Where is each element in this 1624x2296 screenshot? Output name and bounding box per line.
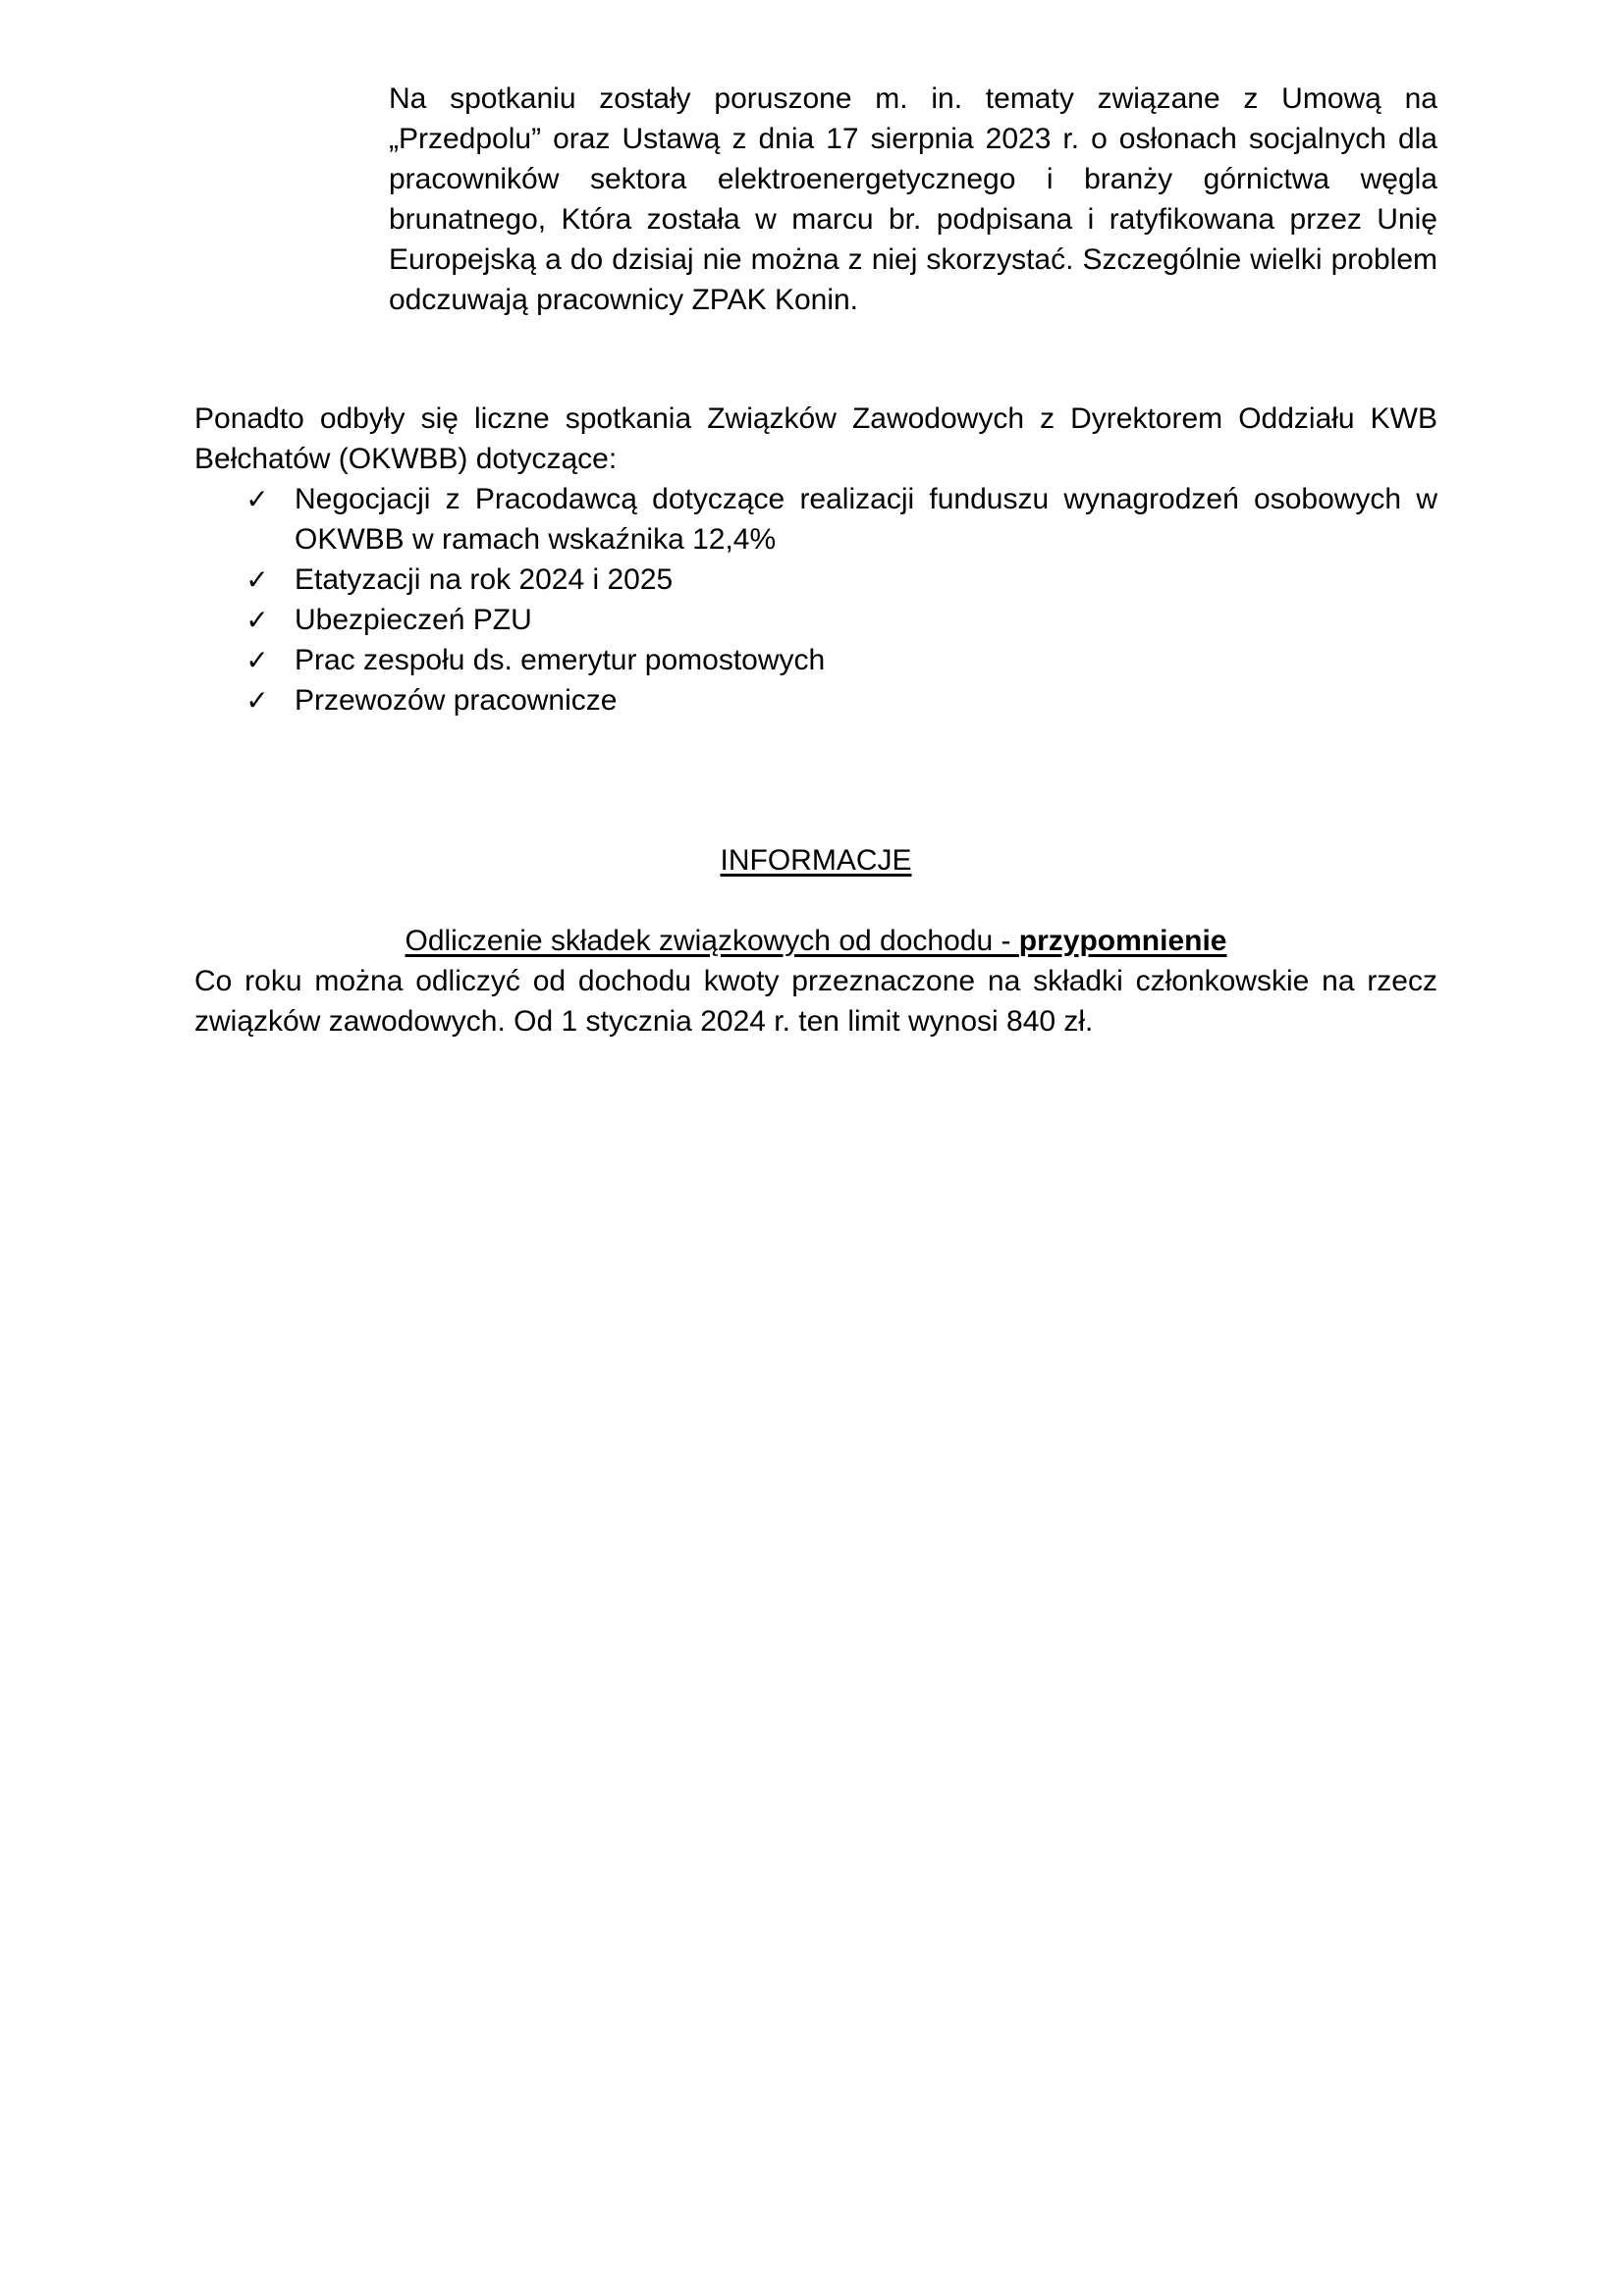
check-mark-icon: ✓ [245, 604, 269, 636]
checklist-item [194, 640, 1437, 680]
deduction-title-text [405, 925, 1226, 957]
topics-checklist [194, 479, 1437, 721]
checklist-item-label: Przewozów pracownicze [295, 684, 618, 717]
meeting-topics-paragraph: Na spotkaniu zostały poruszone m. in. tematy związane z Umową na „Przedpolu” oraz Ustawą z dnia 17 sierpnia 2023 r. o osłonach socjalnych dla pracowników sektora elektroenergetycznego i branży górnictwa węgla brunatnego, Która została w marcu br. podpisana i ratyfikowana przez Unię Europejską a do dzisiaj nie można z niej skorzystać. Szczególnie wielki problem odczuwają pracownicy ZPAK Konin. [389, 82, 1437, 316]
checklist-item [194, 600, 1437, 640]
info-heading [194, 840, 1437, 881]
deduction-title [194, 921, 1437, 961]
info-heading-text: INFORMACJE [720, 844, 912, 877]
check-mark-icon: ✓ [245, 644, 269, 676]
checklist-item-label: Negocjacji z Pracodawcą dotyczące realizacji funduszu wynagrodzeń osobowych w OKWBB w ramach wskaźnika 12,4% [295, 483, 1437, 556]
meetings-intro: Ponadto odbyły się liczne spotkania Związków Zawodowych z Dyrektorem Oddziału KWB Bełchatów (OKWBB) dotyczące: [194, 402, 1437, 475]
checklist-item-label: Etatyzacji na rok 2024 i 2025 [295, 563, 674, 596]
checklist-item-label: Prac zespołu ds. emerytur pomostowych [295, 644, 826, 676]
check-mark-icon: ✓ [245, 483, 269, 515]
checklist-item-label: Ubezpieczeń PZU [295, 604, 532, 636]
check-mark-icon: ✓ [245, 563, 269, 596]
deduction-title-plain: Odliczenie składek związkowych od dochodu - [405, 925, 1019, 957]
check-mark-icon: ✓ [245, 684, 269, 717]
deduction-paragraph: Co roku można odliczyć od dochodu kwoty przeznaczone na składki członkowskie na rzecz związków zawodowych. Od 1 stycznia 2024 r. ten limit wynosi 840 zł. [194, 965, 1437, 1038]
checklist-item [194, 560, 1437, 600]
checklist-item [194, 680, 1437, 721]
deduction-title-bold: przypomnienie [1018, 925, 1227, 957]
checklist-item [194, 479, 1437, 560]
meetings-section [194, 399, 1437, 721]
